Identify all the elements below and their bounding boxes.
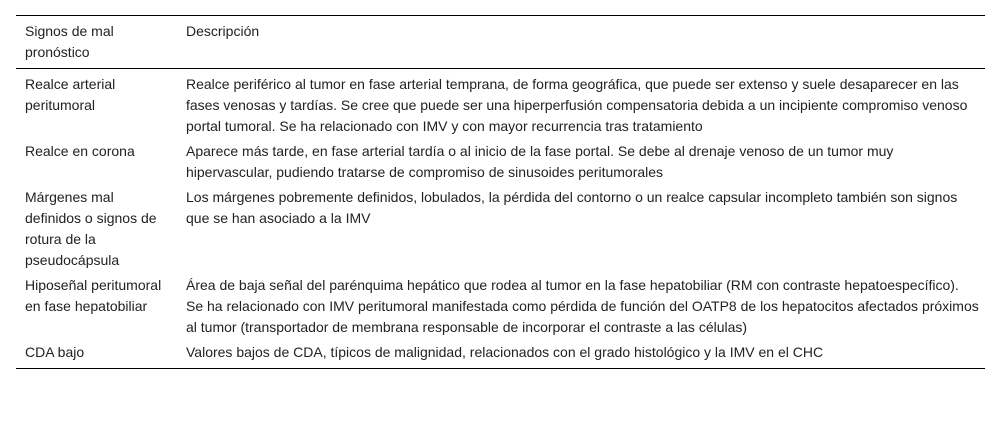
prognosis-signs-table xyxy=(16,15,985,369)
table-row xyxy=(16,338,985,369)
description-cell: Valores bajos de CDA, típicos de malignidad, relacionados con el grado histológico y la IMV en el CHC xyxy=(186,344,824,360)
table-row xyxy=(16,183,985,271)
description-cell: Área de baja señal del parénquima hepático que rodea al tumor en la fase hepatobiliar (RM con contraste hepatoespecífico). Se ha relacionado con IMV peritumoral manifestada como pérdida de función del OATP8 de los hepatocitos afectados próximos al tumor (transportador de membrana responsable de incorporar el contraste a las células) xyxy=(186,277,979,335)
sign-cell: Realce en corona xyxy=(25,143,135,159)
header-description: Descripción xyxy=(186,23,260,39)
header-row xyxy=(16,16,985,69)
description-cell: Realce periférico al tumor en fase arterial temprana, de forma geográfica, que puede ser extenso y suele desaparecer en las fases venosas y tardías. Se cree que puede ser una hiperperfusión compensatoria debida a un incipiente compromiso venoso portal tumoral. Se ha relacionado con IMV y con mayor recurrencia tras tratamiento xyxy=(186,76,968,134)
prognosis-table-container xyxy=(16,15,985,369)
table-header xyxy=(16,16,985,69)
table-body xyxy=(16,69,985,369)
description-cell: Los márgenes pobremente definidos, lobulados, la pérdida del contorno o un realce capsular incompleto también son signos que se han asociado a la IMV xyxy=(186,189,958,226)
table-row xyxy=(16,69,985,138)
table-row xyxy=(16,271,985,338)
sign-cell: CDA bajo xyxy=(25,344,85,360)
sign-cell: Realce arterial peritumoral xyxy=(25,76,116,113)
description-cell: Aparece más tarde, en fase arterial tardía o al inicio de la fase portal. Se debe al drenaje venoso de un tumor muy hipervascular, pudiendo tratarse de compromiso de sinusoides peritumorales xyxy=(186,143,894,180)
table-row xyxy=(16,137,985,183)
sign-cell: Márgenes mal definidos o signos de rotura de la pseudocápsula xyxy=(25,189,157,268)
sign-cell: Hiposeñal peritumoral en fase hepatobiliar xyxy=(25,277,162,314)
header-signs: Signos de mal pronóstico xyxy=(25,23,114,60)
